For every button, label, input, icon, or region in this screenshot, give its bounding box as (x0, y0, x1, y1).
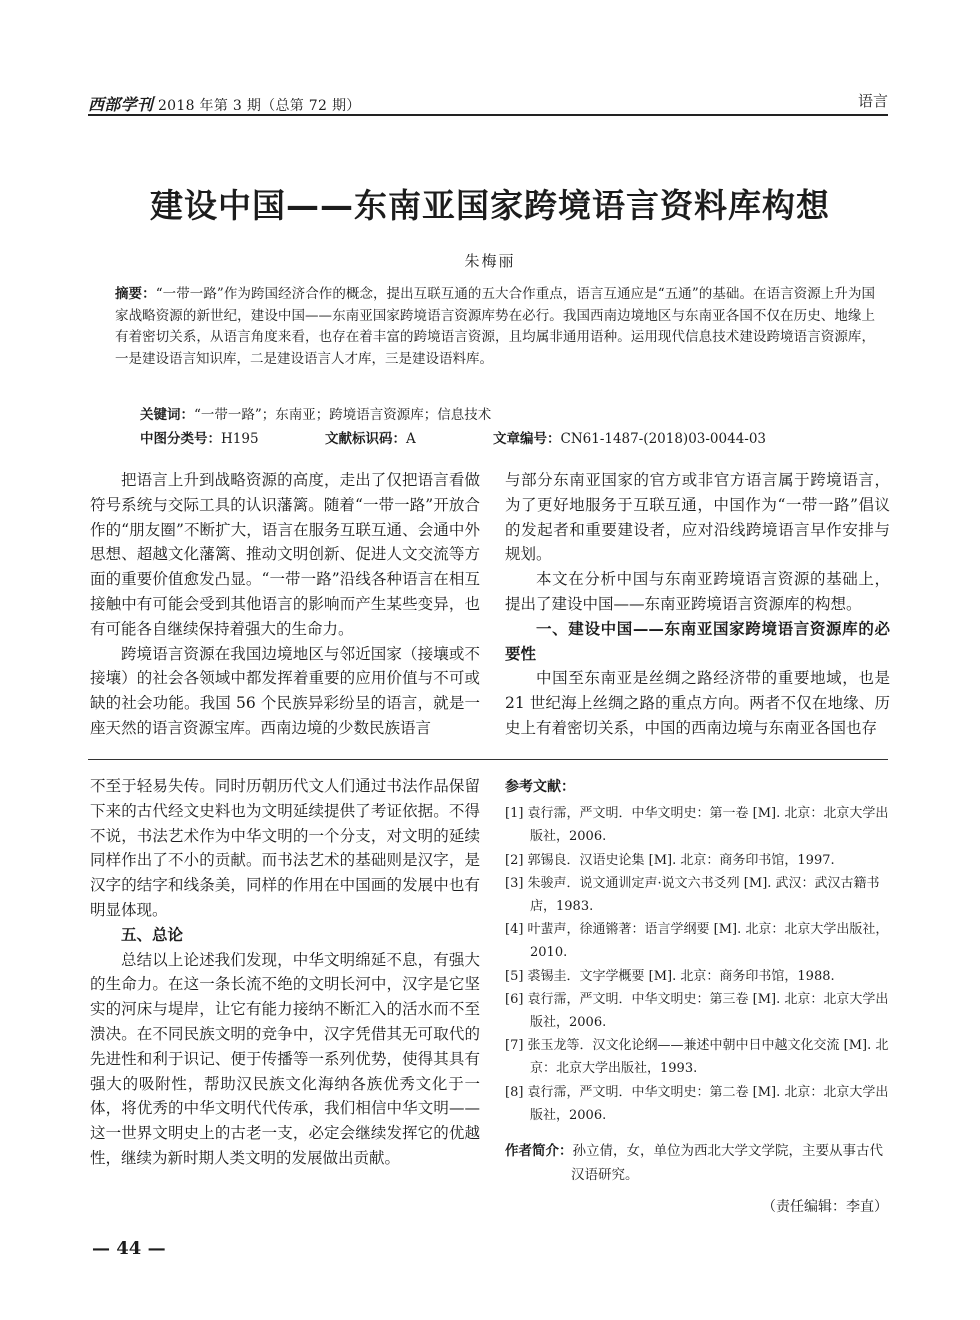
body-paragraph: 中国至东南亚是丝绸之路经济带的重要地域，也是 21 世纪海上丝绸之路的重点方向。两者不仅在地缘、历史上有着密切关系，中国的西南边境与东南亚各国也存 (505, 669, 890, 737)
references (505, 776, 895, 1127)
body-paragraph: 与部分东南亚国家的官方或非官方语言属于跨境语言，为了更好地服务于互联互通，中国作为“一带一路”倡议的发起者和重要建设者，应对沿线跨境语言早作安排与规划。 (505, 471, 890, 564)
abstract-text: “一带一路”作为跨国经济合作的概念，提出互联互通的五大合作重点，语言互通应是“五通”的基础。在语言资源上升为国家战略资源的新世纪，建设中国——东南亚国家跨境语言资源库势在必行。我国西南边境地区与东南亚各国不仅在历史、地缘上有着密切关系，从语言角度来看，也存在着丰富的跨境语言资源，且均属非通用语种。运用现代信息技术建设跨境语言资源库，一是建设语言知识库，二是建设语言人才库，三是建设语料库。 (115, 286, 876, 367)
classification-row (140, 427, 766, 447)
keywords-text: “一带一路”；东南亚；跨境语言资源库；信息技术 (194, 407, 492, 423)
article-title: 建设中国——东南亚国家跨境语言资料库构想 (150, 186, 830, 225)
body-column-right-top (505, 468, 890, 741)
body-paragraph: 跨境语言资源在我国边境地区与邻近国家（接壤或不接壤）的社会各领域中都发挥着重要的应用价值与不可或缺的社会功能。我国 56 个民族异彩纷呈的语言，就是一座天然的语言资源宝库。西南边境的少数民族语言 (90, 644, 480, 737)
clc-value: H195 (221, 431, 259, 447)
running-header (88, 92, 361, 115)
body-column-left-top (90, 468, 480, 741)
author-bio-label: 作者简介： (505, 1143, 573, 1159)
keywords-label: 关键词： (140, 407, 194, 423)
article-divider (88, 759, 888, 760)
article-number-value: CN61-1487-(2018)03-0044-03 (560, 431, 767, 447)
reference-item: [4] 叶蜚声，徐通锵著：语言学纲要 [M]. 北京：北京大学出版社，2010. (505, 922, 889, 961)
clc-label: 中图分类号： (140, 431, 221, 447)
body-column-left-bottom (90, 774, 480, 1171)
reference-item: [7] 张玉龙等．汉文化论纲——兼述中朝中日中越文化交流 [M]. 北京：北京大学出版社，1993. (505, 1038, 889, 1077)
body-paragraph: 把语言上升到战略资源的高度，走出了仅把语言看做符号系统与交际工具的认识藩篱。随着“一带一路”开放合作的“朋友圈”不断扩大，语言在服务互联互通、会通中外思想、超越文化藩篱、推动文明创新、促进人文交流等方面的重要价值愈发凸显。“一带一路”沿线各种语言在相互接触中有可能会受到其他语言的影响而产生某些变异，也有可能各自继续保持着强大的生命力。 (90, 471, 480, 638)
keywords (140, 403, 491, 423)
responsible-editor: （责任编辑：李直） (762, 1199, 888, 1215)
abstract (115, 284, 875, 370)
reference-item: [1] 袁行霈，严文明．中华文明史：第一卷 [M]. 北京：北京大学出版社，2006. (505, 806, 889, 845)
section-heading: 一、建设中国——东南亚国家跨境语言资源库的必要性 (505, 619, 890, 663)
reference-item: [8] 袁行霈，严文明．中华文明史：第二卷 [M]. 北京：北京大学出版社，2006. (505, 1084, 889, 1123)
reference-item: [5] 裘锡圭．文字学概要 [M]. 北京：商务印书馆，1988. (505, 968, 835, 984)
body-paragraph: 总结以上论述我们发现，中华文明绵延不息，有强大的生命力。在这一条长流不绝的文明长河中，汉字是它坚实的河床与堤岸，让它有能力接纳不断汇入的活水而不至溃决。在不同民族文明的竞争中，汉字凭借其无可取代的先进性和利于识记、便于传播等一系列优势，使得其具有强大的吸附性，帮助汉民族文化海纳各族优秀文化于一体，将优秀的中华文明代代传承，我们相信中华文明——这一世界文明史上的古老一支，必定会继续发挥它的优越性，继续为新时期人类文明的发展做出贡献。 (90, 950, 480, 1167)
author-bio (505, 1140, 895, 1187)
references-title: 参考文献： (505, 779, 575, 795)
page-number: — 44 — (92, 1238, 166, 1259)
doc-code-label: 文献标识码： (325, 431, 406, 447)
reference-item: [3] 朱骏声．说文通训定声·说文六书爻列 [M]. 武汉：武汉古籍书店，1983. (505, 875, 880, 915)
reference-item: [2] 郭锡良．汉语史论集 [M]. 北京：商务印书馆，1997. (505, 852, 835, 868)
journal-name: 西部学刊 (88, 95, 154, 114)
header-divider (88, 114, 888, 116)
issue-info: 2018 年第 3 期（总第 72 期） (157, 98, 361, 114)
section-name: 语言 (857, 92, 888, 110)
doc-code-value: A (406, 431, 416, 447)
author-bio-text: 孙立倩，女，单位为西北大学文学院，主要从事古代汉语研究。 (571, 1143, 883, 1183)
section-heading: 五、总论 (121, 925, 184, 944)
body-paragraph: 本文在分析中国与东南亚跨境语言资源的基础上，提出了建设中国——东南亚跨境语言资源库的构想。 (505, 570, 890, 613)
abstract-label: 摘要： (115, 286, 156, 302)
body-paragraph: 不至于轻易失传。同时历朝历代文人们通过书法作品保留下来的古代经文史料也为文明延续提供了考证依据。不得不说，书法艺术作为中华文明的一个分支，对文明的延续同样作出了不小的贡献。而书法艺术的基础则是汉字，是汉字的结字和线条美，同样的作用在中国画的发展中也有明显体现。 (90, 777, 480, 919)
author-name: 朱梅丽 (464, 252, 516, 270)
reference-item: [6] 袁行霈，严文明．中华文明史：第三卷 [M]. 北京：北京大学出版社，2006. (505, 991, 889, 1031)
article-number-label: 文章编号： (493, 431, 561, 447)
